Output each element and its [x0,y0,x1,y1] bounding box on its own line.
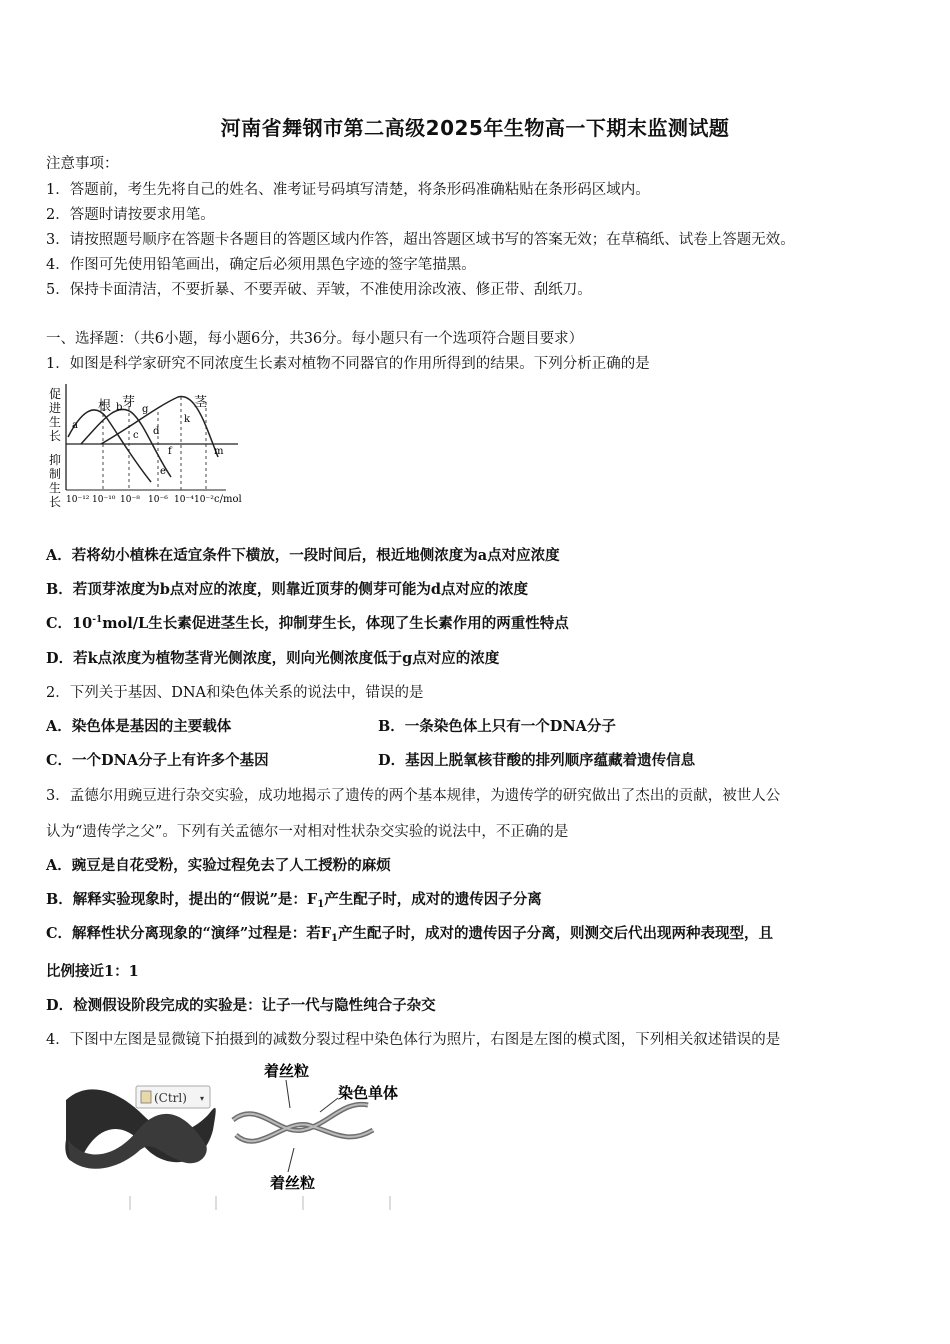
point-a: a [72,420,78,431]
notice-item: 5．保持卡面清洁，不要折暴、不要弄破、弄皱，不准使用涂改液、修正带、刮纸刀。 [46,282,592,298]
tick-label: 10⁻⁶ [148,495,168,505]
label-root: 根 [98,399,112,414]
option-c-pre: C．解释性状分离现象的“演绎”过程是：若F [46,925,332,942]
tick-label: 10⁻¹⁰ [92,495,116,505]
y-label-promote-2: 进 [49,401,62,415]
tick-label: 10⁻⁴ [174,495,194,505]
question-stem: 孟德尔用豌豆进行杂交实验，成功地揭示了遗传的两个基本规律，为遗传学的研究做出了杰出的贡献，被世人公 [69,788,781,804]
point-b: b [116,402,123,413]
question-3-stem-continued: 认为“遗传学之父”。下列有关孟德尔一对相对性状杂交实验的说法中，不正确的是 [46,824,569,840]
question-4 [46,1028,780,1049]
notice-heading: 注意事项： [46,156,119,172]
option-d: D．基因上脱氧核苷酸的排列顺序蕴藏着遗传信息 [378,752,696,769]
question-stem: 下列关于基因、DNA和染色体关系的说法中，错误的是 [69,685,424,701]
option-a: A．若将幼小植株在适宜条件下横放，一段时间后，根近地侧浓度为a点对应浓度 [46,547,560,564]
y-label-promote-3: 生 [49,415,62,429]
question-number: 4． [46,1032,70,1048]
notice-item: 3．请按照题号顺序在答题卡各题目的答题区域内作答，超出答题区域书写的答案无效；在草稿纸、试卷上答题无效。 [46,232,795,248]
tick-label: 10⁻² [194,495,214,505]
notice-item: 1．答题前，考生先将自己的姓名、准考证号码填写清楚，将条形码准确粘贴在条形码区域内。 [46,182,650,198]
notice-item: 2．答题时请按要求用笔。 [46,207,215,223]
page-title: 河南省舞钢市第二高级2025年生物高一下期末监测试题 [220,116,730,140]
option-b-sub: 1 [317,899,325,910]
option-d: D．检测假设阶段完成的实验是：让子一代与隐性纯合子杂交 [46,997,436,1014]
option-c [46,922,773,944]
label-chromatid: 染色单体 [338,1084,399,1102]
notice-item: 4．作图可先使用铅笔画出，确定后必须用黑色字迹的签字笔描黑。 [46,257,476,273]
option-c-post: 产生配子时，成对的遗传因子分离，则测交后代出现两种表现型，且 [337,925,773,942]
option-c-post: mol/L生长素促进茎生长，抑制芽生长，体现了生长素作用的两重性特点 [102,615,569,632]
y-label-inhibit-2: 制 [49,467,62,481]
question-number: 2． [46,685,70,701]
option-b-post: 产生配子时，成对的遗传因子分离 [324,891,542,908]
option-b-pre: B．解释实验现象时，提出的“假说”是：F [46,891,318,908]
point-f: f [168,446,172,457]
tick-label: 10⁻⁸ [120,495,140,505]
tick-label: 10⁻¹² [66,495,90,505]
option-b: B．若顶芽浓度为b点对应的浓度，则靠近顶芽的侧芽可能为d点对应的浓度 [46,581,529,598]
point-g: g [142,404,149,415]
y-label-inhibit-3: 生 [49,481,62,495]
meiosis-chromosome-figure [58,1060,418,1210]
option-a: A．豌豆是自花受粉，实验过程免去了人工授粉的麻烦 [46,857,391,874]
question-2 [46,681,424,702]
chevron-down-icon: ▾ [200,1094,205,1103]
point-m: m [214,446,224,457]
point-d: d [153,426,160,437]
y-label-promote-4: 长 [49,429,62,443]
y-label-promote-1: 促 [49,387,62,401]
option-a: A．染色体是基因的主要载体 [46,718,232,735]
point-c: c [133,430,139,441]
section-heading: 一、选择题：（共6小题，每小题6分，共36分。每小题只有一个选项符合题目要求） [46,331,584,347]
bud-curve [81,409,171,477]
label-centromere-bottom: 着丝粒 [270,1174,316,1192]
point-k: k [184,414,191,425]
paste-options-button[interactable] [136,1086,210,1108]
question-stem: 下图中左图是显微镜下拍摄到的减数分裂过程中染色体行为照片，右图是左图的模式图，下列相关叙述错误的是 [69,1032,781,1048]
axis-unit: c/mol [214,494,242,505]
label-centromere-top: 着丝粒 [264,1062,310,1080]
question-number: 3． [46,788,70,804]
question-number: 1． [46,356,70,372]
point-e: e [160,466,166,477]
y-label-inhibit-1: 抑 [49,453,62,467]
option-c-sup: -1 [92,615,103,625]
option-b [46,888,542,910]
label-stem: 茎 [194,395,208,410]
question-3 [46,784,780,805]
clipboard-icon [141,1091,151,1103]
question-1 [46,352,650,373]
option-c [46,612,569,633]
question-stem: 如图是科学家研究不同浓度生长素对植物不同器官的作用所得到的结果。下列分析正确的是 [69,356,650,372]
option-c-pre: C．10 [46,615,93,632]
option-c-continued: 比例接近1：1 [46,963,139,980]
option-c-sub: 1 [331,933,338,944]
label-bud: 芽 [122,395,136,410]
option-c: C．一个DNA分子上有许多个基因 [46,752,269,769]
schematic-chromatids [233,1104,373,1141]
y-label-inhibit-4: 长 [49,495,62,509]
ctrl-label: (Ctrl) [154,1091,187,1105]
auxin-concentration-graph [46,382,256,512]
option-d: D．若k点浓度为植物茎背光侧浓度，则向光侧浓度低于g点对应的浓度 [46,650,500,667]
option-b: B．一条染色体上只有一个DNA分子 [378,718,616,735]
